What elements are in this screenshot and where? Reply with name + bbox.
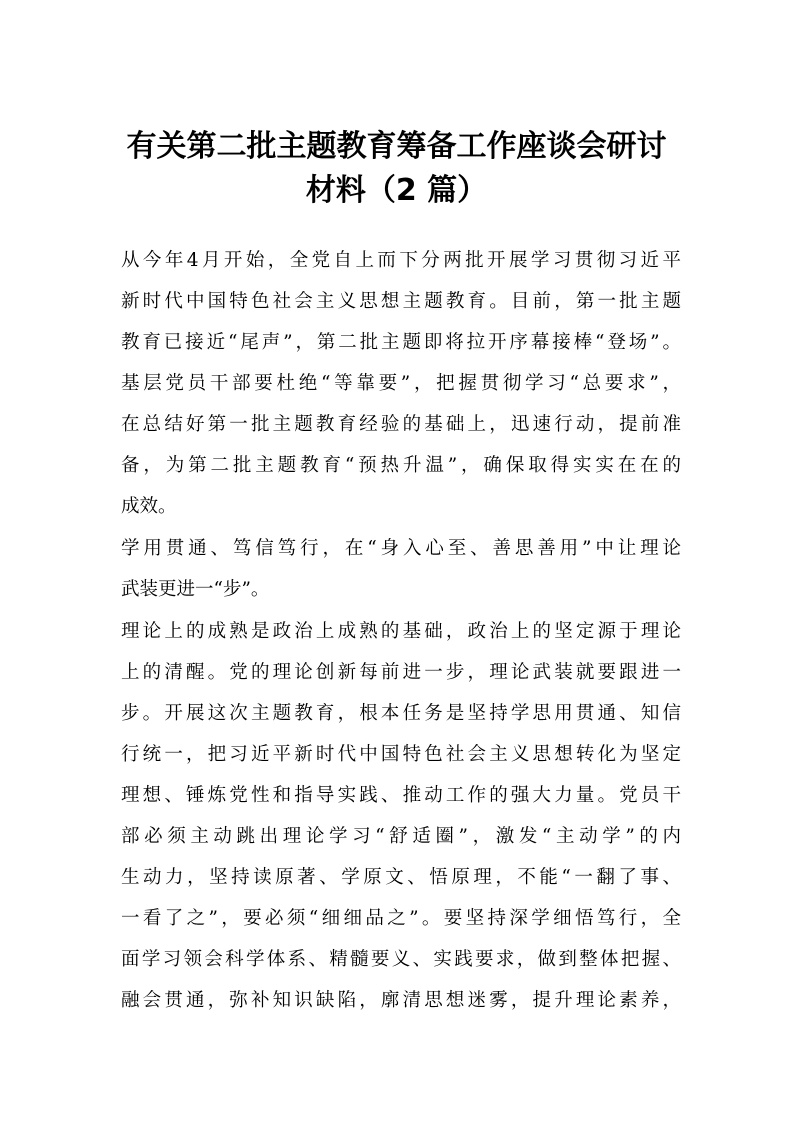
body-line: 武装更进一“步”。: [121, 579, 270, 600]
body-line: 生动力，坚持读原著、学原文、悟原理，不能“一翻了事、: [121, 867, 681, 888]
body-line: 教育已接近“尾声”，第二批主题即将拉开序幕接棒“登场”。: [121, 332, 681, 353]
body-line: 融会贯通，弥补知识缺陷，廓清思想迷雾，提升理论素养，: [121, 990, 681, 1011]
body-line: 行统一，把习近平新时代中国特色社会主义思想转化为坚定: [121, 744, 681, 765]
body-line: 理论上的成熟是政治上成熟的基础，政治上的坚定源于理论: [121, 621, 681, 642]
body-line: 理想、锤炼党性和指导实践、推动工作的强大力量。党员干: [121, 785, 681, 806]
body-line: 基层党员干部要杜绝“等靠要”，把握贯彻学习“总要求”，: [121, 373, 681, 394]
body-line: 备，为第二批主题教育“预热升温”，确保取得实实在在的: [121, 455, 681, 476]
body-line: 步。开展这次主题教育，根本任务是坚持学思用贯通、知信: [121, 703, 681, 724]
body-line: 成效。: [121, 496, 177, 517]
document-title-line-1: 有关第二批主题教育筹备工作座谈会研讨: [126, 129, 667, 164]
body-line: 学用贯通、笃信笃行，在“身入心至、善思善用”中让理论: [121, 538, 681, 559]
body-line: 面学习领会科学体系、精髓要义、实践要求，做到整体把握、: [121, 949, 681, 970]
body-line: 部必须主动跳出理论学习“舒适圈”，激发“主动学”的内: [121, 826, 681, 847]
body-line: 上的清醒。党的理论创新每前进一步，理论武装就要跟进一: [121, 662, 681, 683]
body-line: 在总结好第一批主题教育经验的基础上，迅速行动，提前准: [121, 414, 681, 435]
document-title-line-2: 材料（2 篇）: [305, 173, 488, 208]
body-line: 新时代中国特色社会主义思想主题教育。目前，第一批主题: [121, 291, 681, 312]
body-line: 一看了之”，要必须“细细品之”。要坚持深学细悟笃行，全: [121, 908, 681, 929]
body-line: 从今年4月开始，全党自上而下分两批开展学习贯彻习近平: [121, 250, 681, 271]
